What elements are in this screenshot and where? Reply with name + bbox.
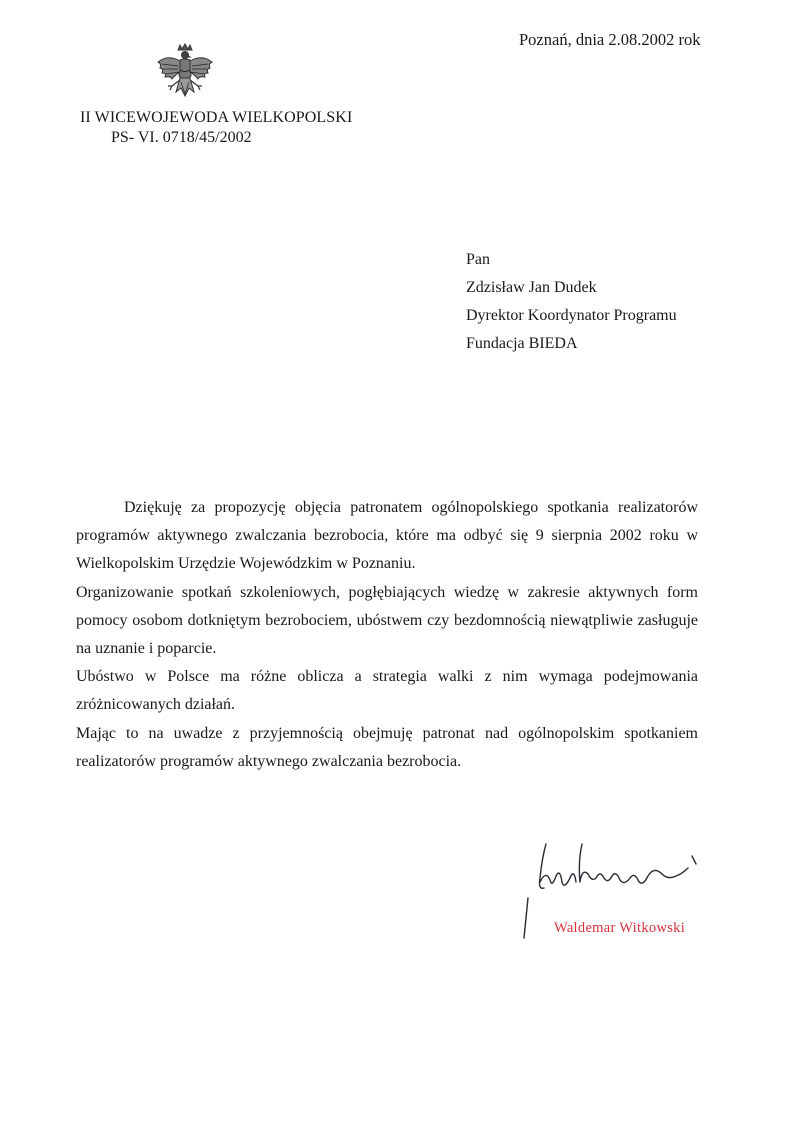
addressee-block xyxy=(466,248,677,360)
body-paragraph-1: Dziękuję za propozycję objęcia patronatem ogólnopolskiego spotkania realizatorów programów aktywnego zwalczania bezrobocia, które ma odbyć się 9 sierpnia 2002 roku w Wielkopolskim Urzędzie Wojewódzkim w Poznaniu. xyxy=(76,499,698,573)
addressee-position: Dyrektor Koordynator Programu xyxy=(466,307,677,324)
addressee-salutation: Pan xyxy=(466,251,490,268)
signer-name: Waldemar Witkowski xyxy=(554,920,686,936)
body-paragraph-3: Ubóstwo w Polsce ma różne oblicza a strategia walki z nim wymaga podejmowania zróżnicowanych działań. xyxy=(76,668,698,714)
addressee-name: Zdzisław Jan Dudek xyxy=(466,279,597,296)
office-title: II WICEWOJEWODA WIELKOPOLSKI xyxy=(80,109,353,126)
addressee-organization: Fundacja BIEDA xyxy=(466,335,578,352)
reference-number: PS- VI. 0718/45/2002 xyxy=(111,129,252,146)
body-paragraph-4: Mając to na uwadze z przyjemnością obejmuję patronat nad ogólnopolskim spotkaniem realizatorów programów aktywnego zwalczania bezrobocia. xyxy=(76,724,698,770)
body-paragraph-2: Organizowanie spotkań szkoleniowych, pogłębiających wiedzę w zakresie aktywnych form pomocy osobom dotkniętym bezrobociem, ubóstwem czy bezdomnością niewątpliwie zasługuje na uznanie i poparcie. xyxy=(76,583,698,658)
polish-eagle-emblem-icon xyxy=(154,42,216,110)
letter-body xyxy=(76,494,698,776)
place-and-date: Poznań, dnia 2.08.2002 rok xyxy=(519,30,701,49)
